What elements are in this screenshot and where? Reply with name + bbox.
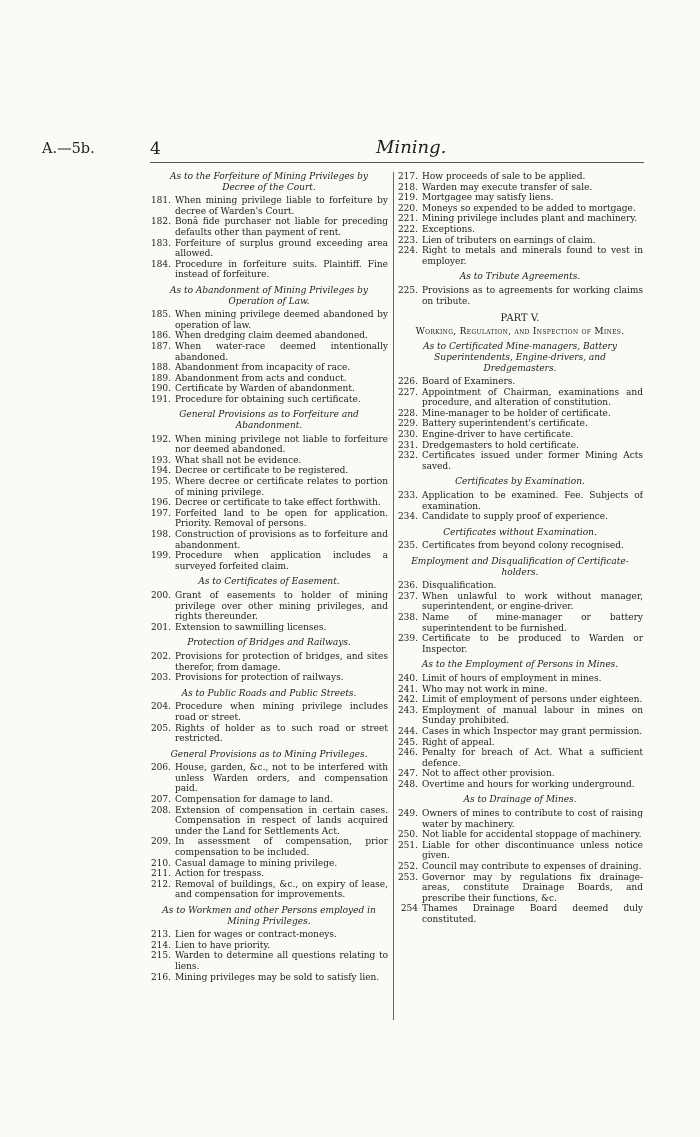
contents-entry: [397, 512, 643, 523]
section-number: 181.: [150, 196, 171, 207]
contents-entry: [397, 388, 643, 409]
section-heading: Working, Regulation, and Inspection of Mines.: [415, 326, 625, 337]
contents-entry: [397, 214, 643, 225]
contents-entry: [150, 310, 388, 331]
contents-entry: [150, 466, 388, 477]
contents-entry: [150, 196, 388, 217]
section-description: Appointment of Chairman, examinations and procedure, and alteration of constitution.: [422, 387, 643, 409]
section-description: Lien to have priority.: [175, 940, 271, 951]
section-number: 190.: [150, 384, 171, 395]
section-number: 253.: [397, 872, 418, 883]
contents-entry: [397, 419, 643, 430]
section-description: In assessment of compensation, prior compensation to be included.: [175, 837, 388, 859]
contents-entry: [150, 435, 388, 456]
section-heading: As to Abandonment of Mining Privileges by Operation of Law.: [169, 285, 369, 307]
contents-entry: [150, 652, 388, 673]
section-description: Provisions for protection of railways.: [175, 673, 344, 684]
contents-entry: [397, 430, 643, 441]
section-description: Liable for other discontinuance unless notice given.: [422, 840, 643, 862]
contents-entry: [397, 862, 643, 873]
section-description: Extension of compensation in certain cases. Compensation in respect of lands acquired under the Land for Settlements Act.: [175, 805, 388, 837]
section-description: Certificate by Warden of abandonment.: [175, 384, 355, 395]
section-description: When unlawful to work without manager, superintendent, or engine-driver.: [422, 591, 643, 613]
contents-entry: [397, 613, 643, 634]
contents-entry: [150, 673, 388, 684]
contents-entry: [150, 363, 388, 374]
section-description: Lien for wages or contract-moneys.: [175, 930, 337, 941]
section-description: Mining privilege includes plant and machinery.: [422, 214, 638, 225]
section-number: 243.: [397, 705, 418, 716]
section-number: 207.: [150, 795, 171, 806]
section-description: Overtime and hours for working underground.: [422, 779, 635, 790]
contents-entry: [150, 795, 388, 806]
section-number: 254: [400, 904, 418, 915]
contents-entry: [150, 331, 388, 342]
section-number: 217.: [397, 172, 418, 182]
contents-entry: [397, 377, 643, 388]
section-description: Cases in which Inspector may grant permission.: [422, 726, 643, 737]
section-description: Thames Drainage Board deemed duly constituted.: [422, 904, 643, 925]
section-description: Bonâ fide purchaser not liable for preceding defaults other than payment of rent.: [175, 217, 388, 238]
contents-entry: [397, 634, 643, 655]
contents-entry: [150, 951, 388, 972]
section-description: When dredging claim deemed abandoned.: [175, 331, 368, 342]
section-number: 199.: [150, 551, 171, 562]
section-number: 233.: [397, 491, 418, 502]
contents-entry: [397, 695, 643, 706]
contents-entry: [150, 374, 388, 385]
section-number: 240.: [397, 673, 418, 684]
contents-entry: [150, 342, 388, 363]
section-description: Provisions as to agreements for working claims on tribute.: [422, 285, 643, 307]
contents-entry: [150, 869, 388, 880]
section-description: Warden to determine all questions relating to liens.: [175, 951, 388, 972]
section-number: 230.: [397, 430, 418, 441]
contents-entry: [397, 904, 643, 925]
contents-entry: [397, 451, 643, 472]
section-heading: As to Drainage of Mines.: [463, 795, 577, 806]
contents-entry: [397, 830, 643, 841]
contents-left-column: [150, 172, 388, 1022]
section-number: 214.: [150, 940, 171, 951]
section-number: 226.: [397, 377, 418, 388]
section-description: House, garden, &c., not to be interfered with unless Warden orders, and compensation paid.: [175, 763, 388, 795]
section-description: Action for trespass.: [175, 869, 265, 880]
section-number: 212.: [150, 879, 171, 890]
section-description: Provisions for protection of bridges, and sites therefor, from damage.: [175, 651, 388, 673]
section-number: 203.: [150, 673, 171, 684]
contents-entry: [397, 748, 643, 769]
section-heading: Protection of Bridges and Railways.: [187, 638, 351, 649]
contents-entry: [397, 491, 643, 512]
section-number: 197.: [150, 508, 171, 519]
contents-entry: [397, 204, 643, 215]
section-description: Compensation for damage to land.: [175, 795, 333, 806]
section-description: Employment of manual labour in mines on Sunday prohibited.: [422, 705, 643, 727]
document-reference: A.—5b.: [42, 141, 95, 157]
section-description: Limit of employment of persons under eighteen.: [422, 695, 643, 706]
section-number: 196.: [150, 498, 171, 509]
section-description: Rights of holder as to such road or street restricted.: [175, 723, 388, 745]
section-number: 250.: [397, 830, 418, 841]
column-divider: [393, 172, 394, 1020]
section-description: Decree or certificate to be registered.: [175, 466, 349, 477]
section-number: 248.: [397, 779, 418, 790]
section-number: 237.: [397, 591, 418, 602]
section-number: 213.: [150, 930, 171, 941]
section-description: What shall not be evidence.: [175, 455, 302, 466]
section-heading: As to Certificates of Easement.: [198, 577, 340, 588]
section-number: 215.: [150, 951, 171, 962]
section-number: 200.: [150, 590, 171, 601]
contents-entry: [150, 530, 388, 551]
section-number: 205.: [150, 723, 171, 734]
contents-entry: [397, 706, 643, 727]
contents-entry: [397, 409, 643, 420]
section-description: Mortgagee may satisfy liens.: [422, 193, 554, 204]
contents-entry: [397, 236, 643, 247]
section-description: Casual damage to mining privilege.: [175, 858, 338, 869]
section-description: Construction of provisions as to forfeiture and abandonment.: [175, 530, 388, 551]
contents-entry: [397, 727, 643, 738]
section-number: 225.: [397, 285, 418, 296]
section-number: 198.: [150, 530, 171, 540]
section-number: 246.: [397, 748, 418, 759]
section-number: 202.: [150, 651, 171, 662]
section-number: 187.: [150, 341, 171, 352]
section-number: 210.: [150, 858, 171, 869]
section-description: Where decree or certificate relates to portion of mining privilege.: [175, 477, 388, 498]
contents-entry: [397, 183, 643, 194]
contents-entry: [397, 592, 643, 613]
contents-entry: [397, 441, 643, 452]
contents-entry: [150, 806, 388, 838]
contents-entry: [397, 685, 643, 696]
section-number: 185.: [150, 310, 171, 321]
section-heading: As to Public Roads and Public Streets.: [181, 688, 357, 699]
section-number: 245.: [397, 737, 418, 748]
section-number: 195.: [150, 477, 171, 488]
section-number: 209.: [150, 837, 171, 848]
section-number: 231.: [397, 440, 418, 451]
section-description: Candidate to supply proof of experience.: [422, 512, 608, 523]
contents-entry: [150, 551, 388, 572]
section-number: 244.: [397, 726, 418, 737]
contents-entry: [397, 246, 643, 267]
section-description: Not liable for accidental stoppage of machinery.: [422, 830, 642, 841]
section-description: Decree or certificate to take effect forthwith.: [175, 498, 381, 509]
section-description: Engine-driver to have certificate.: [422, 430, 574, 441]
section-description: Abandonment from acts and conduct.: [175, 373, 347, 384]
page-header: [0, 136, 700, 168]
section-heading: Certificates by Examination.: [455, 477, 585, 488]
section-number: 234.: [397, 512, 418, 523]
section-number: 201.: [150, 622, 171, 633]
section-number: 183.: [150, 238, 171, 249]
section-description: Extension to sawmilling licenses.: [175, 622, 327, 633]
contents-entry: [397, 769, 643, 780]
section-description: Board of Examiners.: [422, 377, 516, 388]
section-number: 189.: [150, 373, 171, 384]
section-number: 193.: [150, 455, 171, 466]
contents-entry: [150, 509, 388, 530]
section-number: 242.: [397, 695, 418, 706]
section-description: Abandonment from incapacity of race.: [175, 363, 351, 374]
section-number: 236.: [397, 581, 418, 592]
contents-entry: [397, 541, 643, 552]
contents-entry: [150, 702, 388, 723]
contents-entry: [150, 456, 388, 467]
section-number: 211.: [150, 869, 171, 880]
section-description: Lien of tributers on earnings of claim.: [422, 235, 596, 246]
section-description: Penalty for breach of Act. What a sufficient defence.: [422, 748, 643, 769]
section-heading: As to Certificated Mine-managers, Battery Superintendents, Engine-drivers, and Dredgemasters.: [423, 342, 617, 374]
section-heading: As to the Employment of Persons in Mines.: [421, 660, 619, 671]
contents-entry: [150, 217, 388, 238]
contents-entry: [150, 859, 388, 870]
section-description: Right to metals and minerals found to vest in employer.: [422, 246, 643, 267]
contents-entry: [397, 172, 643, 183]
section-description: When mining privilege deemed abandoned by operation of law.: [175, 310, 388, 331]
contents-entry: [150, 477, 388, 498]
section-description: Procedure for obtaining such certificate.: [175, 394, 361, 405]
section-number: 229.: [397, 419, 418, 430]
section-description: Name of mine-manager or battery superintendent to be furnished.: [422, 612, 643, 634]
section-description: Dredgemasters to hold certificate.: [422, 440, 579, 451]
section-description: Procedure in forfeiture suits. Plaintiff. Fine instead of forfeiture.: [175, 259, 388, 281]
section-description: When mining privilege not liable to forfeiture nor deemed abandoned.: [175, 434, 388, 456]
contents-right-column: [397, 172, 643, 1022]
section-number: 228.: [397, 408, 418, 419]
section-heading: Employment and Disqualification of Certificate-holders.: [411, 557, 629, 578]
contents-entry: [150, 880, 388, 901]
section-heading: Certificates without Examination.: [443, 527, 597, 538]
contents-entry: [150, 260, 388, 281]
section-description: Removal of buildings, &c., on expiry of lease, and compensation for improvements.: [175, 879, 388, 901]
contents-entry: [397, 780, 643, 791]
header-rule: [150, 162, 644, 163]
contents-entry: [150, 724, 388, 745]
section-description: Procedure when application includes a surveyed forfeited claim.: [175, 551, 388, 572]
contents-entry: [397, 674, 643, 685]
section-number: 222.: [397, 224, 418, 235]
section-heading: General Provisions as to Mining Privileges.: [170, 749, 368, 760]
section-number: 219.: [397, 193, 418, 204]
section-description: Owners of mines to contribute to cost of raising water by machinery.: [422, 809, 643, 830]
section-number: 252.: [397, 862, 418, 873]
section-number: 232.: [397, 451, 418, 462]
section-description: Council may contribute to expenses of draining.: [422, 862, 642, 873]
contents-entry: [397, 286, 643, 307]
section-number: 247.: [397, 769, 418, 780]
section-heading: General Provisions as to Forfeiture and Abandonment.: [179, 410, 359, 432]
section-number: 194.: [150, 466, 171, 477]
section-number: 241.: [397, 684, 418, 695]
section-description: When water-race deemed intentionally abandoned.: [175, 341, 388, 363]
section-number: 223.: [397, 235, 418, 246]
section-description: Certificates issued under former Mining Acts saved.: [422, 451, 643, 472]
section-description: Moneys so expended to be added to mortgage.: [422, 203, 636, 214]
section-description: Certificates from beyond colony recognised.: [422, 541, 624, 552]
contents-entry: [150, 973, 388, 984]
contents-entry: [397, 873, 643, 905]
contents-entry: [150, 591, 388, 623]
section-number: 227.: [397, 387, 418, 398]
section-number: 220.: [397, 203, 418, 214]
section-number: 184.: [150, 259, 171, 270]
section-description: Application to be examined. Fee. Subjects of examination.: [422, 491, 643, 512]
section-description: Mining privileges may be sold to satisfy lien.: [175, 972, 380, 983]
section-number: 216.: [150, 972, 171, 983]
contents-entry: [150, 837, 388, 858]
section-heading: As to Tribute Agreements.: [459, 272, 581, 283]
contents-entry: [397, 841, 643, 862]
contents-entry: [150, 930, 388, 941]
contents-entry: [397, 738, 643, 749]
section-description: Governor may by regulations fix drainage-areas, constitute Drainage Boards, and prescribe their functions, &c.: [422, 872, 643, 904]
section-number: 192.: [150, 434, 171, 445]
page-title: Mining.: [376, 137, 447, 158]
section-number: 191.: [150, 394, 171, 405]
section-description: Warden may execute transfer of sale.: [422, 182, 593, 193]
contents-entry: [150, 384, 388, 395]
contents-entry: [397, 225, 643, 236]
section-description: Disqualification.: [422, 581, 497, 592]
section-description: How proceeds of sale to be applied.: [422, 172, 586, 182]
section-number: 221.: [397, 214, 418, 225]
section-description: Procedure when mining privilege includes road or street.: [175, 702, 388, 723]
contents-entry: [397, 809, 643, 830]
section-description: Mine-manager to be holder of certificate.: [422, 408, 611, 419]
section-number: 186.: [150, 331, 171, 342]
section-number: 204.: [150, 702, 171, 713]
section-heading: As to the Forfeiture of Mining Privileges by Decree of the Court.: [170, 172, 368, 193]
section-description: Grant of easements to holder of mining privilege over other mining privileges, and rights thereunder.: [175, 590, 388, 623]
section-description: Certificate to be produced to Warden or Inspector.: [422, 634, 643, 655]
section-heading: As to Workmen and other Persons employed in Mining Privileges.: [162, 906, 376, 927]
section-number: 208.: [150, 805, 171, 816]
contents-entry: [150, 941, 388, 952]
contents-entry: [150, 239, 388, 260]
section-heading: PART V.: [500, 313, 540, 325]
section-number: 251.: [397, 840, 418, 851]
contents-entry: [150, 498, 388, 509]
section-description: When mining privilege liable to forfeiture by decree of Warden's Court.: [175, 196, 388, 217]
section-number: 206.: [150, 763, 171, 774]
section-number: 224.: [397, 246, 418, 257]
section-number: 218.: [397, 182, 418, 193]
section-description: Limit of hours of employment in mines.: [422, 673, 602, 684]
contents-entry: [150, 763, 388, 795]
contents-entry: [397, 581, 643, 592]
section-description: Forfeited land to be open for application. Priority. Removal of persons.: [175, 508, 388, 530]
contents-entry: [150, 395, 388, 406]
section-description: Forfeiture of surplus ground exceeding area allowed.: [175, 238, 388, 260]
section-number: 235.: [397, 541, 418, 552]
section-number: 239.: [397, 634, 418, 645]
page-number: 4: [150, 139, 161, 159]
section-description: Exceptions.: [422, 224, 475, 235]
section-description: Who may not work in mine.: [422, 684, 548, 695]
section-description: Not to affect other provision.: [422, 769, 555, 780]
contents-entry: [397, 193, 643, 204]
section-number: 249.: [397, 809, 418, 820]
contents-entry: [150, 623, 388, 634]
section-description: Battery superintendent's certificate.: [422, 419, 588, 430]
section-number: 238.: [397, 612, 418, 623]
section-number: 188.: [150, 363, 171, 374]
section-number: 182.: [150, 217, 171, 228]
section-description: Right of appeal.: [422, 737, 495, 748]
